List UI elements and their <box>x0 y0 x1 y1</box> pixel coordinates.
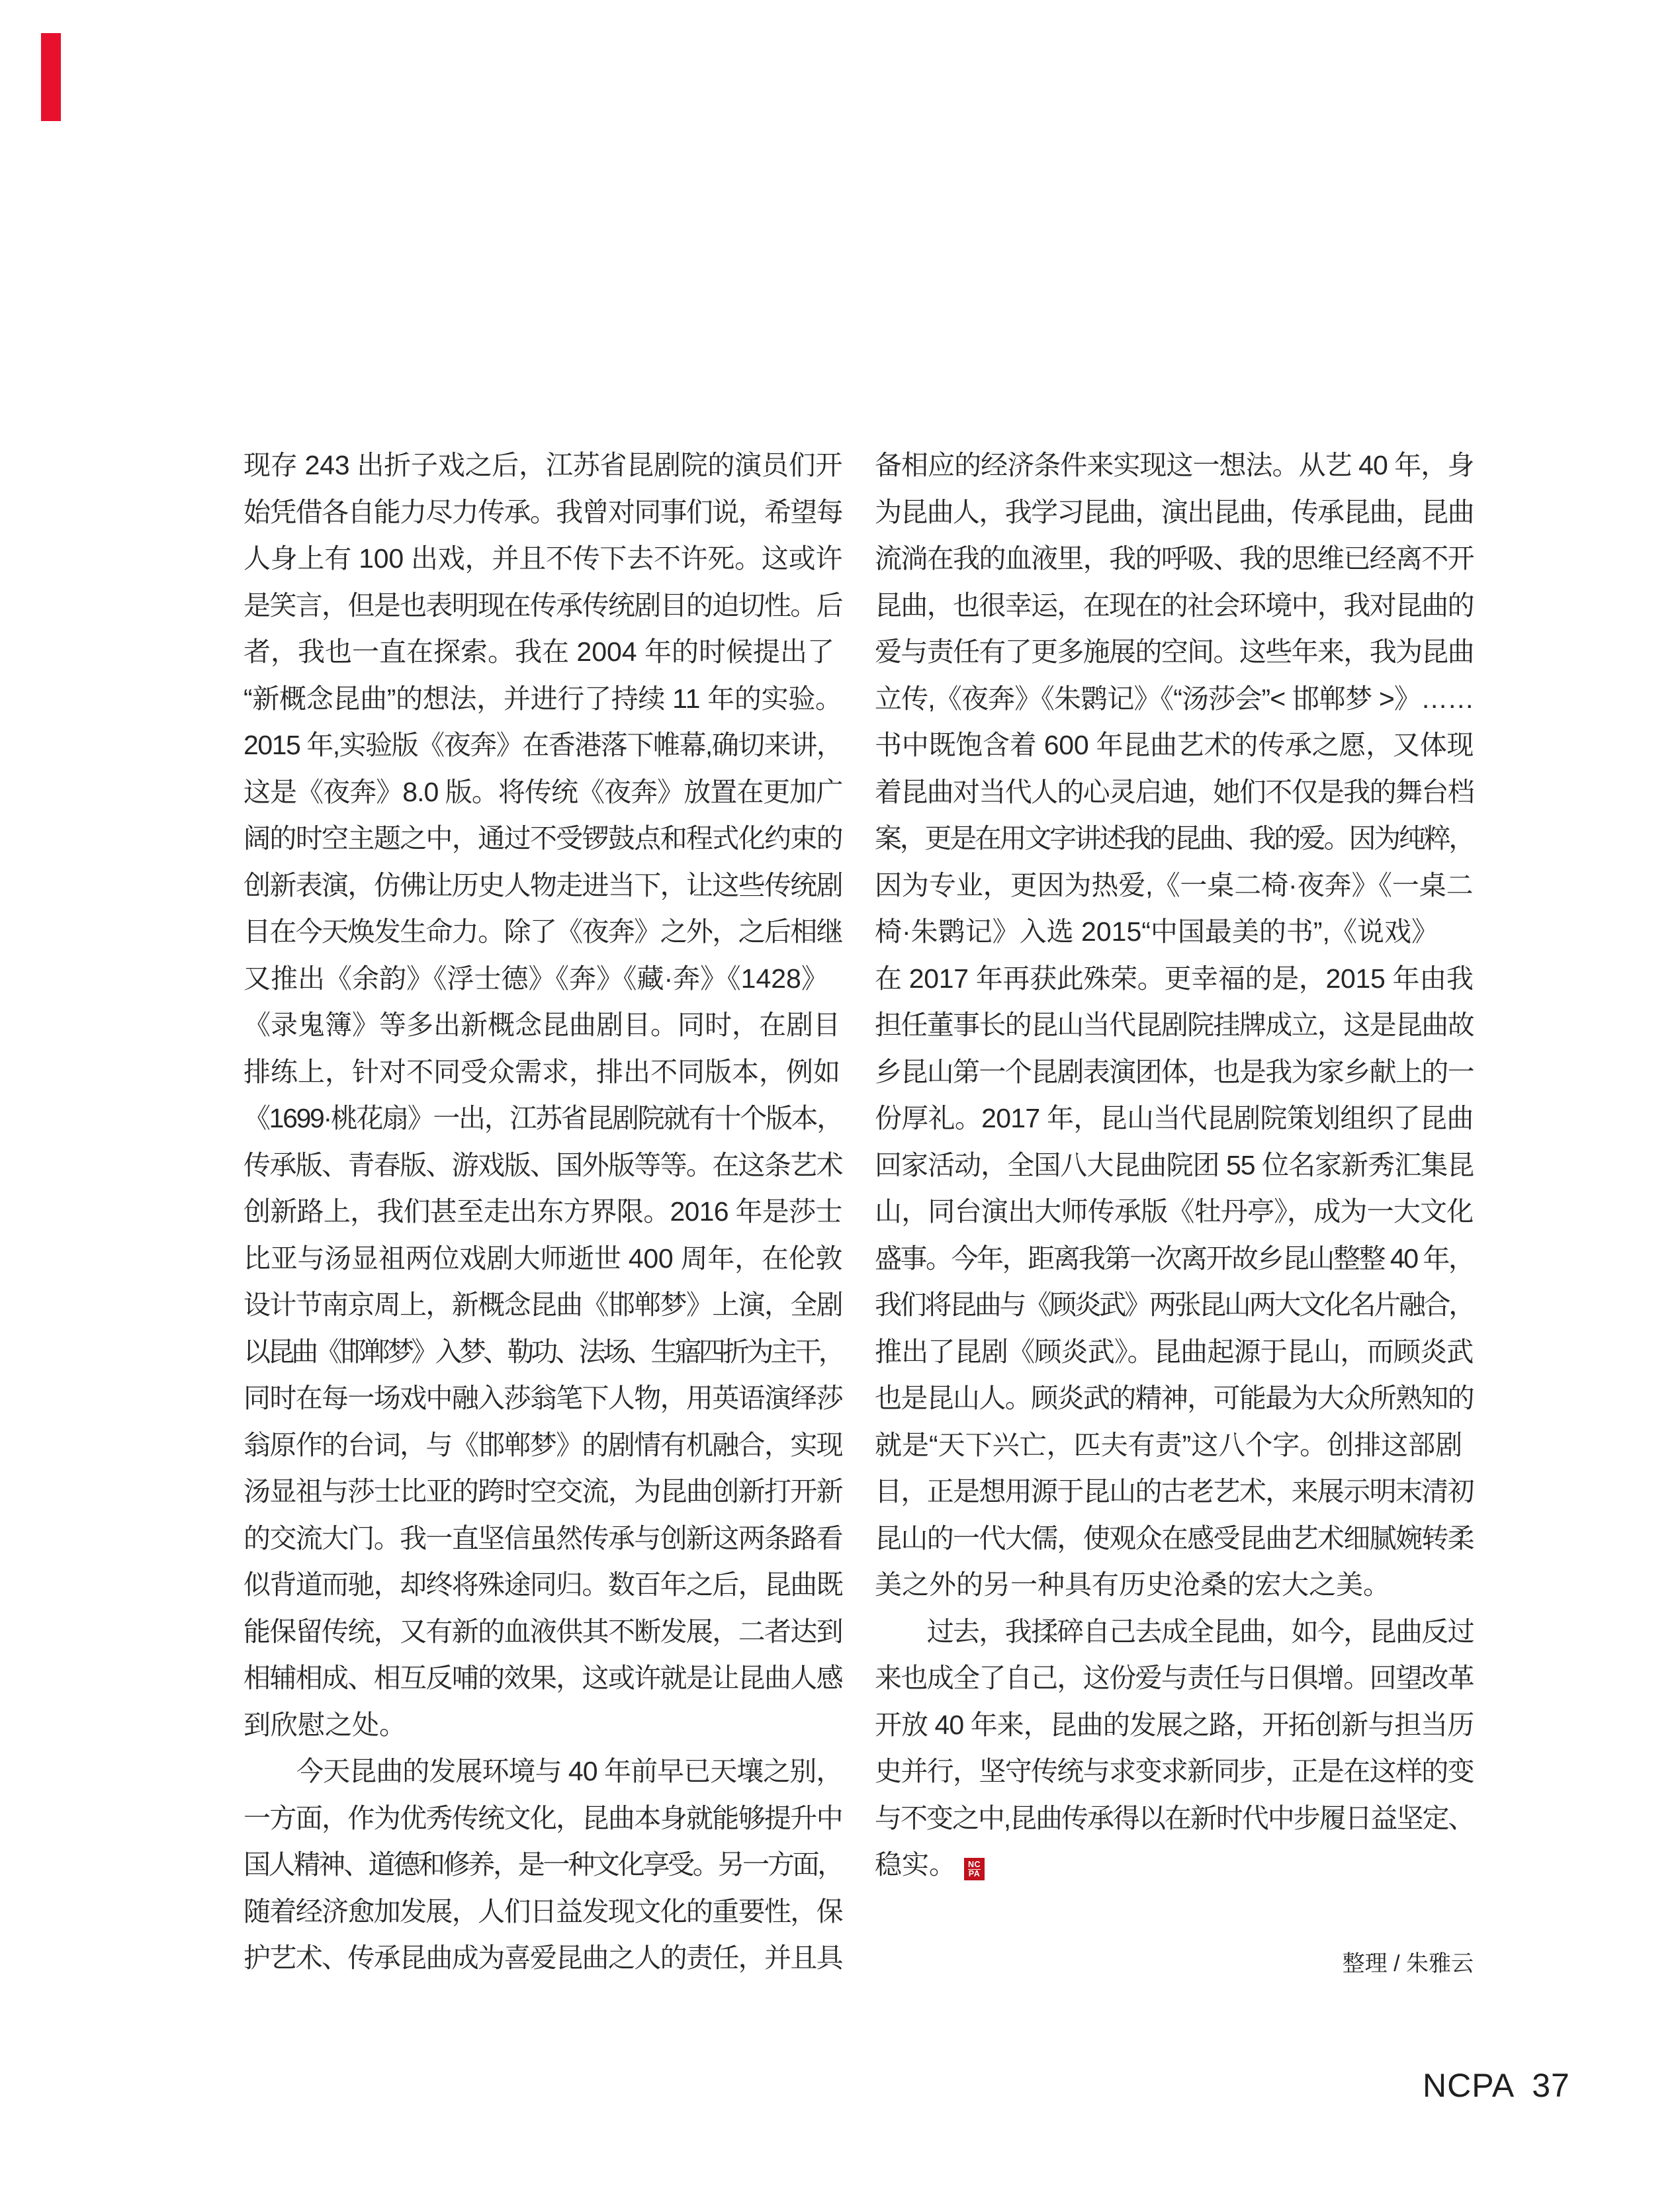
seal-text-bottom: PA <box>968 1869 981 1878</box>
text-line: 似背道而驰，却终将殊途同归。数百年之后，昆曲既 <box>243 1569 842 1600</box>
text-line: 椅·朱鹮记》入选 2015“中国最美的书”,《说戏》 <box>875 916 1438 947</box>
text-line: 着昆曲对当代人的心灵启迪，她们不仅是我的舞台档 <box>875 776 1474 807</box>
text-line: 护艺术、传承昆曲成为喜爱昆曲之人的责任，并且具 <box>243 1943 842 1973</box>
text-line: 人身上有 100 出戏，并且不传下去不许死。这或许 <box>243 543 843 574</box>
text-line: 这是《夜奔》8.0 版。将传统《夜奔》放置在更加广 <box>243 776 843 807</box>
text-line: 过去，我揉碎自己去成全昆曲，如今，昆曲反过 <box>875 1616 1474 1647</box>
text-line: 排练上，针对不同受众需求，排出不同版本，例如 <box>243 1056 840 1087</box>
text-column-left <box>243 442 842 1982</box>
text-line: 国人精神、道德和修养，是一种文化享受。另一方面， <box>243 1849 842 1880</box>
text-line: 者，我也一直在探索。我在 2004 年的时候提出了 <box>243 636 834 667</box>
text-line: 份厚礼。2017 年，昆山当代昆剧院策划组织了昆曲 <box>875 1103 1474 1133</box>
text-line: “新概念昆曲”的想法，并进行了持续 11 年的实验。 <box>243 683 842 714</box>
text-line: 担任董事长的昆山当代昆剧院挂牌成立，这是昆曲故 <box>875 1010 1474 1040</box>
text-line: 创新路上，我们甚至走出东方界限。2016 年是莎士 <box>243 1196 842 1227</box>
text-line: 乡昆山第一个昆剧表演团体，也是我为家乡献上的一 <box>875 1056 1474 1087</box>
text-line: 推出了昆剧《顾炎武》。昆曲起源于昆山，而顾炎武 <box>875 1336 1474 1367</box>
text-line: 目在今天焕发生命力。除了《夜奔》之外，之后相继 <box>243 916 842 947</box>
text-line: 是笑言，但是也表明现在传承传统剧目的迫切性。后 <box>243 590 842 621</box>
text-line: 稳实。 NC PA <box>875 1841 1474 1888</box>
text-line: 到欣慰之处。 <box>243 1709 406 1740</box>
page-number: 37 <box>1532 2067 1570 2104</box>
text-line: 在 2017 年再获此殊荣。更幸福的是，2015 年由我 <box>875 963 1474 994</box>
text-line: 美之外的另一种具有历史沧桑的宏大之美。 <box>875 1569 1390 1600</box>
text-line: 相辅相成、相互反哺的效果，这或许就是让昆曲人感 <box>243 1663 842 1693</box>
text-line: 今天昆曲的发展环境与 40 年前早已天壤之别， <box>243 1756 843 1786</box>
text-line: 汤显祖与莎士比亚的跨时空交流，为昆曲创新打开新 <box>243 1476 842 1507</box>
text-line: 因为专业，更因为热爱,《一桌二椅·夜奔》《一桌二 <box>875 869 1474 900</box>
text-line: 目，正是想用源于昆山的古老艺术，来展示明末清初 <box>875 1476 1474 1507</box>
text-line: 与不变之中,昆曲传承得以在新时代中步履日益坚定、 <box>875 1802 1474 1833</box>
text-line: 流淌在我的血液里，我的呼吸、我的思维已经离不开 <box>875 543 1474 574</box>
text-line: 传承版、青春版、游戏版、国外版等等。在这条艺术 <box>243 1149 842 1180</box>
footer-brand: NCPA <box>1423 2067 1515 2104</box>
text-line: 翁原作的台词，与《邯郸梦》的剧情有机融合，实现 <box>243 1429 842 1460</box>
text-line: 2015 年,实验版《夜奔》在香港落下帷幕,确切来讲， <box>243 730 843 760</box>
text-line: 阔的时空主题之中，通过不受锣鼓点和程式化约束的 <box>243 823 842 853</box>
text-line: 立传,《夜奔》《朱鹮记》《“汤莎会”< 邯郸梦 >》…… <box>875 683 1474 714</box>
text-line: 的交流大门。我一直坚信虽然传承与创新这两条路看 <box>243 1522 842 1553</box>
text-line: 昆山的一代大儒，使观众在感受昆曲艺术细腻婉转柔 <box>875 1522 1474 1553</box>
ncpa-seal-icon <box>964 1858 985 1880</box>
text-line: 山，同台演出大师传承版《牡丹亭》，成为一大文化 <box>875 1196 1474 1227</box>
text-line: 也是昆山人。顾炎武的精神，可能最为大众所熟知的 <box>875 1383 1474 1413</box>
text-line: 书中既饱含着 600 年昆曲艺术的传承之愿，又体现 <box>875 730 1474 760</box>
text-line: 盛事。今年，距离我第一次离开故乡昆山整整 40 年， <box>875 1243 1474 1274</box>
text-line: 开放 40 年来，昆曲的发展之路，开拓创新与担当历 <box>875 1709 1474 1740</box>
text-line: 《1699·桃花扇》一出，江苏省昆剧院就有十个版本， <box>243 1103 842 1133</box>
text-line: 始凭借各自能力尽力传承。我曾对同事们说，希望每 <box>243 496 842 527</box>
text-line: 昆曲，也很幸运，在现在的社会环境中，我对昆曲的 <box>875 590 1474 621</box>
page-footer <box>1423 2067 1570 2104</box>
text-line: 以昆曲《邯郸梦》入梦、勒功、法场、生寤四折为主干， <box>243 1336 842 1367</box>
text-line: 案，更是在用文字讲述我的昆曲、我的爱。因为纯粹， <box>875 823 1474 853</box>
text-line: 《录鬼簿》等多出新概念昆曲剧目。同时，在剧目 <box>243 1010 840 1040</box>
text-line: 比亚与汤显祖两位戏剧大师逝世 400 周年，在伦敦 <box>243 1243 843 1274</box>
text-line: 一方面，作为优秀传统文化，昆曲本身就能够提升中 <box>243 1802 842 1833</box>
text-line: 备相应的经济条件来实现这一想法。从艺 40 年，身 <box>875 450 1474 480</box>
text-line: 来也成全了自己，这份爱与责任与日俱增。回望改革 <box>875 1663 1474 1693</box>
text-line: 就是“天下兴亡，匹夫有责”这八个字。创排这部剧 <box>875 1429 1463 1460</box>
text-line: 创新表演，仿佛让历史人物走进当下，让这些传统剧 <box>243 869 842 900</box>
text-line: 又推出《余韵》《浮士德》《奔》《藏·奔》《1428》 <box>243 963 828 994</box>
text-line: 史并行，坚守传统与求变求新同步，正是在这样的变 <box>875 1756 1474 1786</box>
text-line: 同时在每一场戏中融入莎翁笔下人物，用英语演绎莎 <box>243 1383 842 1413</box>
text-line: 能保留传统，又有新的血液供其不断发展，二者达到 <box>243 1616 842 1647</box>
text-column-right <box>875 442 1474 1888</box>
text-line: 为昆曲人，我学习昆曲，演出昆曲，传承昆曲，昆曲 <box>875 496 1474 527</box>
text-line: 回家活动，全国八大昆曲院团 55 位名家新秀汇集昆 <box>875 1149 1474 1180</box>
text-line: 爱与责任有了更多施展的空间。这些年来，我为昆曲 <box>875 636 1474 667</box>
text-line: 随着经济愈加发展，人们日益发现文化的重要性，保 <box>243 1896 842 1927</box>
text-line: 现存 243 出折子戏之后，江苏省昆剧院的演员们开 <box>243 450 843 480</box>
text-line: 我们将昆曲与《顾炎武》两张昆山两大文化名片融合， <box>875 1290 1474 1320</box>
page-edge-tab-icon <box>41 33 61 121</box>
seal-text-top: NC <box>967 1859 981 1869</box>
editor-credit: 整理 / 朱雅云 <box>1342 1951 1474 1976</box>
text-line: 设计节南京周上，新概念昆曲《邯郸梦》上演，全剧 <box>243 1290 842 1320</box>
